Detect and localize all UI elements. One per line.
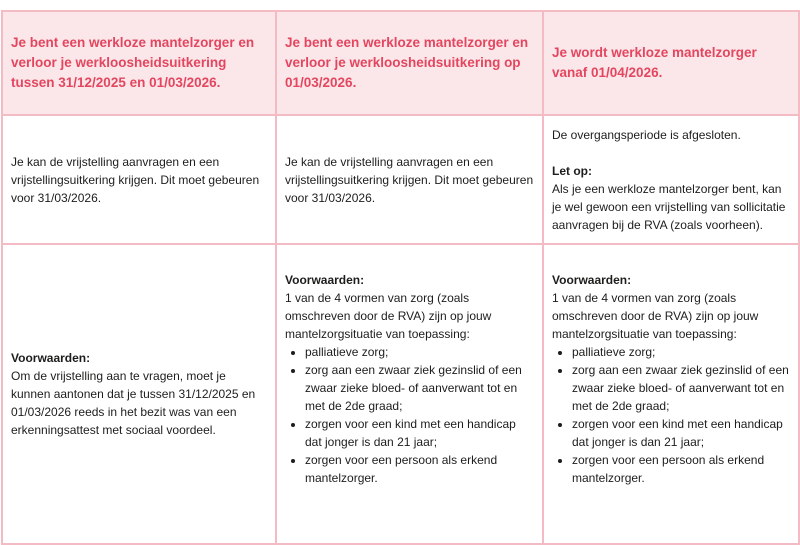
row2-col2-text: Je kan de vrijstelling aanvragen en een vrijstellingsuitkering krijgen. Dit moet gebeuren voor 31/03/2026.: [285, 154, 534, 205]
conditions-text: 1 van de 4 vormen van zorg (zoals omschreven door de RVA) zijn op jouw mantelzorgsituatie van toepassing:: [552, 291, 759, 341]
row2-cell-1: [2, 115, 276, 244]
conditions-list: [552, 343, 790, 487]
conditions-text: 1 van de 4 vormen van zorg (zoals omschreven door de RVA) zijn op jouw mantelzorgsituatie van toepassing:: [285, 291, 492, 341]
comparison-table: [1, 10, 800, 545]
list-item: • zorgen voor een persoon als erkend mantelzorger.: [305, 451, 534, 487]
header-cell-2: Je bent een werkloze mantelzorger en verloor je werkloosheidsuitkering op 01/03/2026.: [276, 11, 543, 115]
list-item: • zorgen voor een kind met een handicap dat jonger is dan 21 jaar;: [572, 415, 790, 451]
row3-cell-1: [2, 244, 276, 544]
row2-cell-2: [276, 115, 543, 244]
row2-col3-line1: De overgangsperiode is afgesloten.: [552, 127, 741, 142]
list-item: • palliatieve zorg;: [305, 343, 534, 361]
note-label: Let op:: [552, 163, 592, 178]
row3-cell-3: [543, 244, 799, 544]
list-item: • zorg aan een zwaar ziek gezinslid of een zwaar zieke bloed- of aanverwant tot en met de 2de graad;: [572, 361, 790, 415]
list-item: • zorg aan een zwaar ziek gezinslid of een zwaar zieke bloed- of aanverwant tot en met de 2de graad;: [305, 361, 534, 415]
list-item: • zorgen voor een persoon als erkend mantelzorger.: [572, 451, 790, 487]
header-row: [2, 11, 799, 115]
table-row: [2, 115, 799, 244]
conditions-label: Voorwaarden:: [285, 273, 365, 287]
row3-cell-2: [276, 244, 543, 544]
row2-cell-3: [543, 115, 799, 244]
note-text: Als je een werkloze mantelzorger bent, kan je wel gewoon een vrijstelling van sollicitatie aanvragen bij de RVA (zoals voorheen).: [552, 181, 786, 232]
conditions-label: Voorwaarden:: [552, 273, 632, 287]
conditions-label: Voorwaarden:: [11, 351, 91, 365]
table-row: [2, 244, 799, 544]
conditions-list: [285, 343, 534, 487]
header-cell-1: Je bent een werkloze mantelzorger en verloor je werkloosheidsuitkering tussen 31/12/2025 en 01/03/2026.: [2, 11, 276, 115]
list-item: • palliatieve zorg;: [572, 343, 790, 361]
conditions-text: Om de vrijstelling aan te vragen, moet je kunnen aantonen dat je tussen 31/12/2025 en 01/03/2026 reeds in het bezit was van een erkenningsattest met sociaal voordeel.: [11, 369, 256, 437]
row2-col1-text: Je kan de vrijstelling aanvragen en een vrijstellingsuitkering krijgen. Dit moet gebeuren voor 31/03/2026.: [11, 154, 260, 205]
header-cell-3: Je wordt werkloze mantelzorger vanaf 01/04/2026.: [543, 11, 799, 115]
list-item: • zorgen voor een kind met een handicap dat jonger is dan 21 jaar;: [305, 415, 534, 451]
